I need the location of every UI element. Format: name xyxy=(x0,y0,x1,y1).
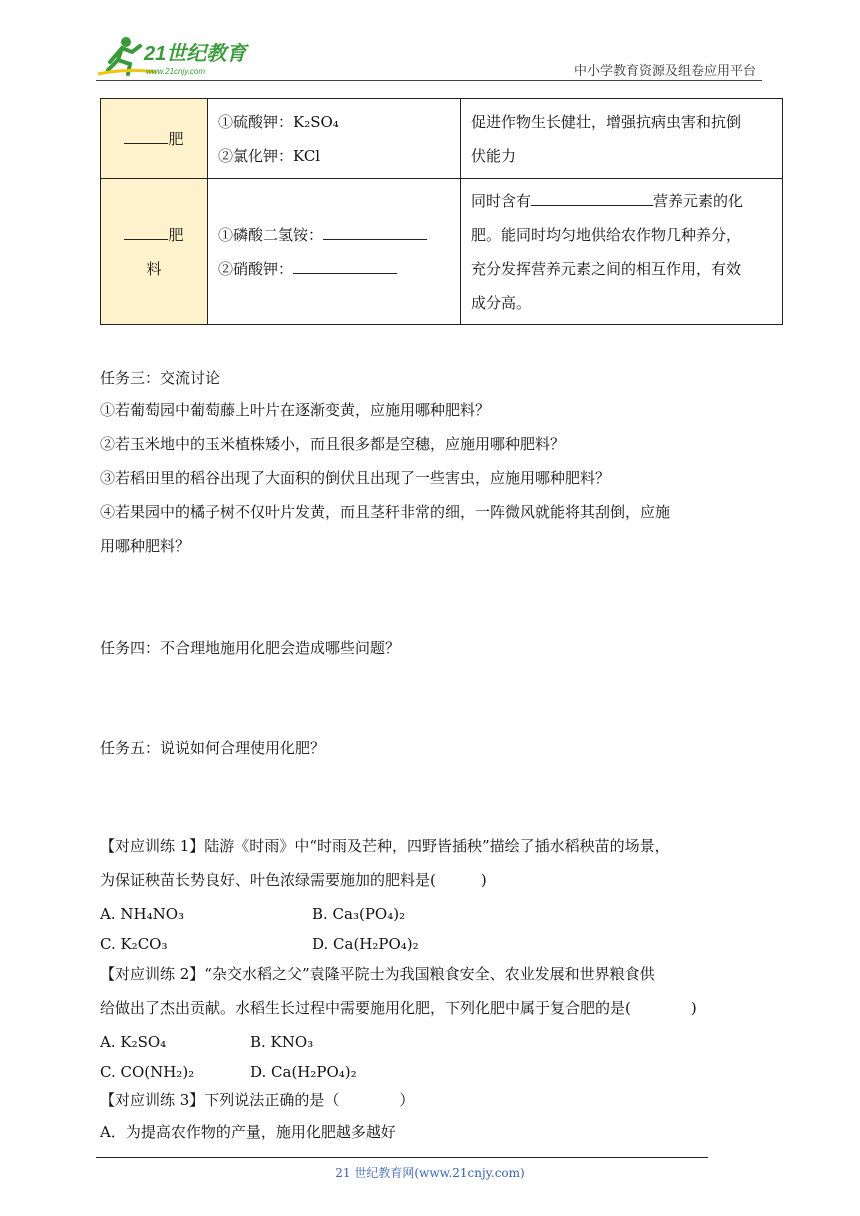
exercise3-option-a: A．为提高农作物的产量，施用化肥越多越好 xyxy=(100,1123,396,1141)
exercise2-option-b: B. KNO₃ xyxy=(250,1033,314,1051)
example-label: ①磷酸二氢铵： xyxy=(218,225,324,244)
task3-question-1: ①若葡萄园中葡萄藤上叶片在逐渐变黄，应施用哪种肥料？ xyxy=(100,401,491,419)
task5-title: 任务五：说说如何合理使用化肥？ xyxy=(100,739,326,757)
type-suffix: 肥 xyxy=(168,129,184,148)
exercise2-stem: 【对应训练 2】“杂交水稻之父”袁隆平院士为我国粮食安全、农业发展和世界粮食供 xyxy=(100,965,655,983)
examples-cell xyxy=(208,179,461,325)
example-formula: KCl xyxy=(293,146,321,165)
function-text: 充分发挥营养元素之间的相互作用，有效 xyxy=(471,259,742,278)
function-text: 同时含有 xyxy=(471,191,532,210)
exercise2-stem-cont: 给做出了杰出贡献。水稻生长过程中需要施用化肥，下列化肥中属于复合肥的是( ) xyxy=(100,999,697,1017)
exercise1-option-d: D. Ca(H₂PO₄)₂ xyxy=(312,935,419,953)
exercise2-option-d: D. Ca(H₂PO₄)₂ xyxy=(250,1063,357,1081)
task3-question-4: ④若果园中的橘子树不仅叶片发黄，而且茎秆非常的细，一阵微风就能将其刮倒，应施 xyxy=(100,503,671,521)
header-divider xyxy=(96,80,762,81)
examples-cell xyxy=(208,99,461,179)
table-row xyxy=(101,179,783,325)
fertilizer-table xyxy=(100,98,783,325)
example-label: ②氯化钾： xyxy=(218,146,294,165)
example-label: ②硝酸钾： xyxy=(218,259,294,278)
logo-text: 21世纪教育 xyxy=(144,43,247,65)
answer-blank xyxy=(293,272,397,274)
function-text: 营养元素的化 xyxy=(653,191,744,210)
type-suffix: 肥 xyxy=(168,225,184,244)
task3-question-3: ③若稻田里的稻谷出现了大面积的倒伏且出现了一些害虫，应施用哪种肥料？ xyxy=(100,469,611,487)
function-text: 伏能力 xyxy=(471,146,517,165)
example-formula: K₂SO₄ xyxy=(293,112,339,131)
exercise2-option-a: A. K₂SO₄ xyxy=(100,1033,167,1051)
answer-blank xyxy=(323,238,427,240)
exercise3-stem: 【对应训练 3】下列说法正确的是（ ） xyxy=(100,1091,415,1109)
fertilizer-type-cell xyxy=(101,99,208,179)
function-text: 成分高。 xyxy=(471,293,532,312)
answer-blank xyxy=(124,142,168,144)
function-text: 促进作物生长健壮，增强抗病虫害和抗倒 xyxy=(471,112,742,131)
logo xyxy=(96,34,256,78)
footer-divider xyxy=(96,1157,708,1158)
exercise1-stem: 【对应训练 1】陆游《时雨》中“时雨及芒种，四野皆插秧”描绘了插水稻秧苗的场景， xyxy=(100,837,670,855)
task3-question-4-cont: 用哪种肥料？ xyxy=(100,537,191,555)
table-row xyxy=(101,99,783,179)
function-text: 肥。能同时均匀地供给农作物几种养分， xyxy=(471,225,742,244)
exercise1-stem-cont: 为保证秧苗长势良好、叶色浓绿需要施加的肥料是( ) xyxy=(100,871,487,889)
exercise1-option-a: A. NH₄NO₃ xyxy=(100,905,185,923)
task3-title: 任务三：交流讨论 xyxy=(100,369,221,387)
footer-link[interactable]: 21 世纪教育网(www.21cnjy.com) xyxy=(335,1166,525,1180)
function-cell xyxy=(461,179,783,325)
example-label: ①硫酸钾： xyxy=(218,112,294,131)
type-suffix: 料 xyxy=(146,259,162,278)
platform-name: 中小学教育资源及组卷应用平台 xyxy=(573,64,756,79)
task3-question-2: ②若玉米地中的玉米植株矮小，而且很多都是空穗，应施用哪种肥料？ xyxy=(100,435,566,453)
exercise1-option-b: B. Ca₃(PO₄)₂ xyxy=(312,905,406,923)
logo-url: www.21cnjy.com xyxy=(146,67,205,76)
exercise2-option-c: C. CO(NH₂)₂ xyxy=(100,1063,195,1081)
task4-title: 任务四：不合理地施用化肥会造成哪些问题？ xyxy=(100,639,401,657)
answer-blank xyxy=(124,238,168,240)
function-cell xyxy=(461,99,783,179)
answer-blank xyxy=(531,204,653,206)
exercise1-option-c: C. K₂CO₃ xyxy=(100,935,168,953)
logo-runner-icon xyxy=(96,34,256,78)
fertilizer-type-cell xyxy=(101,179,208,325)
